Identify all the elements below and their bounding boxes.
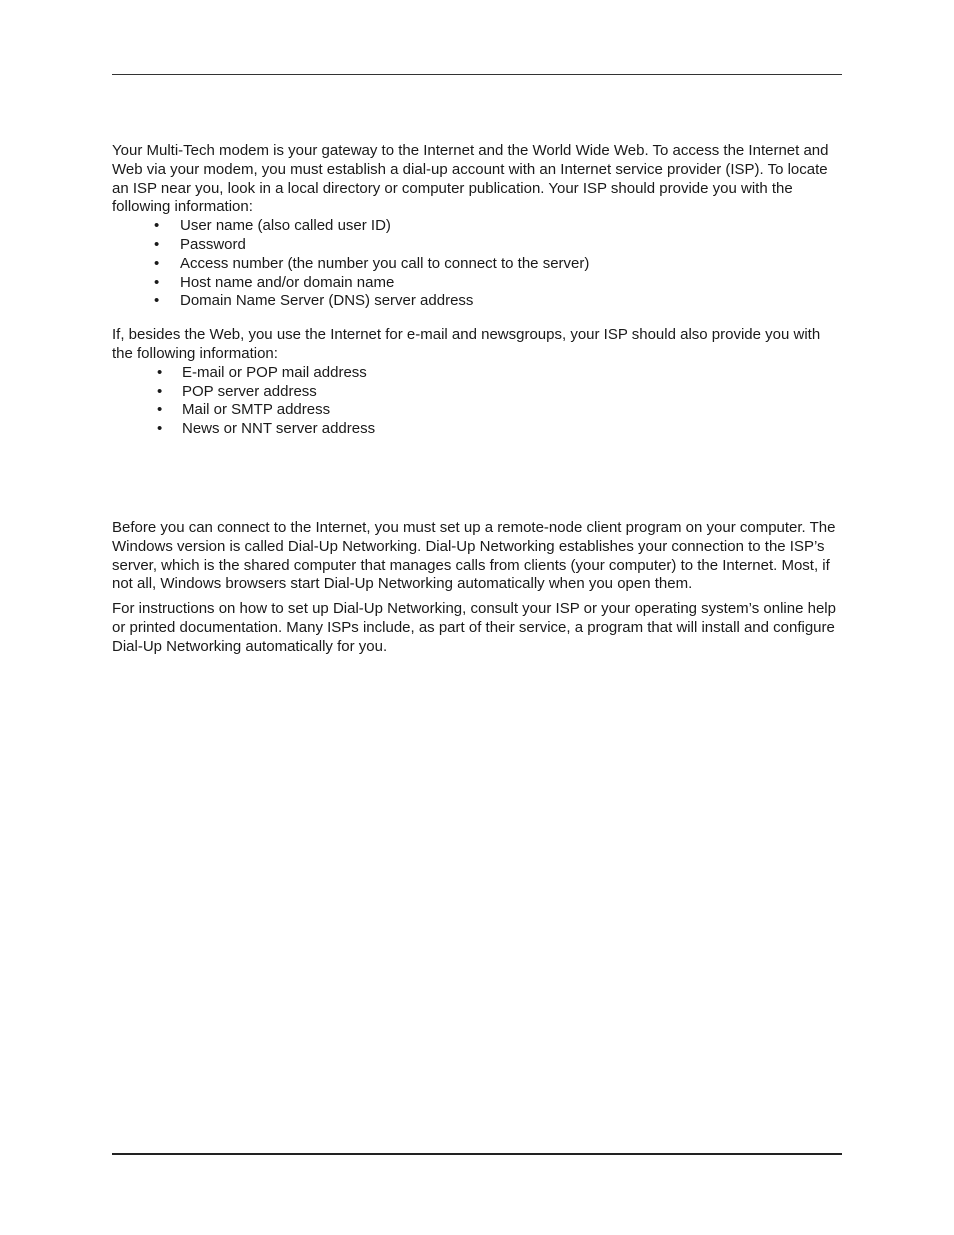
isp-info-list bbox=[112, 217, 842, 311]
bullet: • bbox=[154, 273, 160, 291]
list-item bbox=[112, 292, 842, 311]
list-item-text: Mail or SMTP address bbox=[182, 401, 331, 419]
list-item-text: E-mail or POP mail address bbox=[182, 363, 367, 381]
list-item-text: Host name and/or domain name bbox=[180, 273, 395, 291]
bullet: • bbox=[154, 292, 160, 310]
list-item bbox=[112, 274, 842, 293]
bullet: • bbox=[157, 420, 163, 438]
bullet: • bbox=[157, 401, 163, 419]
list-item-text: POP server address bbox=[182, 382, 317, 400]
bullet: • bbox=[157, 382, 163, 400]
list-item bbox=[112, 236, 842, 255]
list-item bbox=[112, 364, 842, 383]
email-info-list bbox=[112, 364, 842, 439]
email-intro-paragraph: If, besides the Web, you use the Internet for e-mail and newsgroups, your ISP should also provide you with the following information: bbox=[112, 326, 821, 362]
isp-intro-paragraph: Your Multi-Tech modem is your gateway to the Internet and the World Wide Web. To access the Internet and Web via your modem, you must establish a dial-up account with an Internet service provider (ISP). To locate an ISP near you, look in a local directory or computer publication. Your ISP should provide you with the following information: bbox=[112, 142, 829, 216]
list-item bbox=[112, 383, 842, 402]
list-item-text: News or NNT server address bbox=[182, 420, 376, 438]
bullet: • bbox=[154, 217, 160, 235]
bullet: • bbox=[154, 254, 160, 272]
list-item bbox=[112, 401, 842, 420]
list-item bbox=[112, 420, 842, 439]
bullet: • bbox=[154, 235, 160, 253]
list-item-text: Password bbox=[180, 235, 246, 253]
header-rule bbox=[112, 74, 842, 75]
list-item bbox=[112, 255, 842, 274]
list-item bbox=[112, 217, 842, 236]
dialup-paragraph: Before you can connect to the Internet, you must set up a remote-node client program on your computer. The Windows version is called Dial-Up Networking. Dial-Up Networking establishes your connection to the ISP’s server, which is the shared computer that manages calls from clients (your computer) to the Internet. Most, if not all, Windows browsers start Dial-Up Networking automatically when you open them. bbox=[112, 518, 836, 593]
page-body bbox=[112, 142, 842, 657]
dialup-instructions-paragraph: For instructions on how to set up Dial-Up Networking, consult your ISP or your operating system’s online help or printed documentation. Many ISPs include, as part of their service, a program that will install and configure Dial-Up Networking automatically for you. bbox=[112, 600, 836, 655]
footer-rule bbox=[112, 1153, 842, 1155]
list-item-text: Access number (the number you call to connect to the server) bbox=[180, 254, 590, 272]
list-item-text: Domain Name Server (DNS) server address bbox=[180, 292, 474, 310]
list-item-text: User name (also called user ID) bbox=[180, 217, 391, 235]
bullet: • bbox=[157, 363, 163, 381]
